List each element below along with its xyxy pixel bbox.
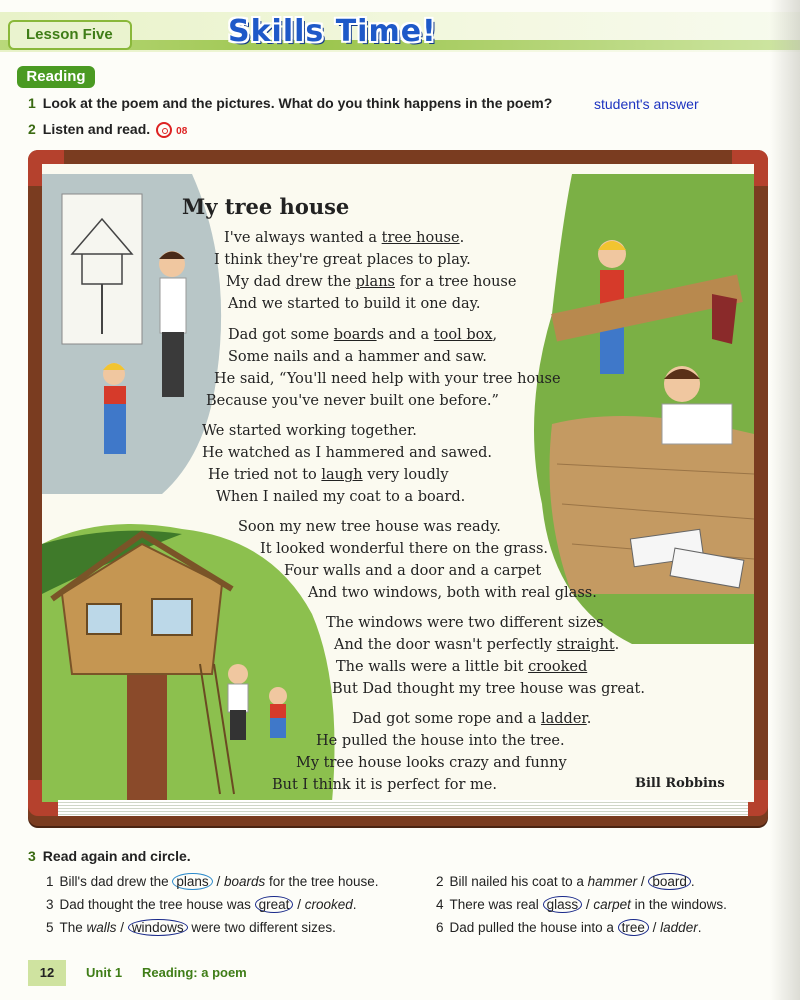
item-number: 5 bbox=[46, 920, 54, 935]
poem-text: I think they're great places to play. bbox=[214, 252, 471, 268]
answer-option-a[interactable]: tree bbox=[618, 919, 649, 936]
poem-vocab-word: plans bbox=[355, 274, 395, 290]
poem-text: . bbox=[459, 230, 465, 246]
exercise-3-heading bbox=[28, 848, 191, 864]
question-number: 2 bbox=[28, 121, 36, 137]
item-text: The bbox=[59, 920, 87, 935]
item-number: 6 bbox=[436, 920, 444, 935]
poem-line bbox=[214, 252, 471, 268]
item-number: 2 bbox=[436, 874, 444, 889]
answer-option-a[interactable]: plans bbox=[172, 873, 212, 890]
poem-vocab-word: tree house bbox=[381, 230, 460, 246]
item-text: were two different sizes. bbox=[187, 920, 336, 935]
poem-line bbox=[308, 585, 597, 601]
footer-section: Reading: a poem bbox=[142, 965, 247, 980]
answer-option-a[interactable]: walls bbox=[86, 920, 117, 935]
exercise-item bbox=[436, 874, 695, 889]
poem-vocab-word: laugh bbox=[321, 467, 363, 483]
lesson-label: Lesson Five bbox=[8, 20, 132, 50]
item-text: Dad thought the tree house was bbox=[59, 897, 255, 912]
item-text: . bbox=[690, 874, 695, 889]
exercise-number: 3 bbox=[28, 848, 36, 864]
poem-text: . bbox=[586, 711, 592, 727]
poem-text: It looked wonderful there on the grass. bbox=[260, 541, 548, 557]
poem-text: My dad drew the bbox=[226, 274, 356, 290]
poem-line bbox=[224, 230, 464, 246]
answer-option-b[interactable]: board bbox=[648, 873, 691, 890]
poem-text: Dad got some bbox=[228, 327, 334, 343]
poem-text: s and a bbox=[376, 327, 434, 343]
poem-text: He tried not to bbox=[208, 467, 322, 483]
page-number: 12 bbox=[28, 960, 66, 986]
poem-line bbox=[206, 393, 499, 409]
answer-option-b[interactable]: boards bbox=[223, 874, 266, 889]
item-text: Bill's dad drew the bbox=[59, 874, 173, 889]
poem-line bbox=[284, 563, 541, 579]
item-number: 4 bbox=[436, 897, 444, 912]
poem-text: Dad got some rope and a bbox=[352, 711, 541, 727]
poem-line bbox=[238, 519, 501, 535]
audio-track-number: 08 bbox=[176, 126, 188, 137]
item-number: 1 bbox=[46, 874, 54, 889]
item-text: Bill nailed his coat to a bbox=[449, 874, 588, 889]
item-text: There was real bbox=[449, 897, 543, 912]
exercise-item bbox=[436, 920, 701, 935]
poem-text: Soon my new tree house was ready. bbox=[238, 519, 501, 535]
book-page bbox=[42, 164, 754, 802]
item-text: . bbox=[352, 897, 357, 912]
poem-line bbox=[260, 541, 548, 557]
illustration-building-tree-house bbox=[512, 174, 754, 644]
poem-text: My tree house looks crazy and funny bbox=[296, 755, 567, 771]
poem-text: He pulled the house into the tree. bbox=[316, 733, 565, 749]
poem-text: Because you've never built one before.” bbox=[206, 393, 499, 409]
poem-line bbox=[272, 777, 497, 793]
poem-vocab-word: straight bbox=[556, 637, 615, 653]
poem-vocab-word: tool box bbox=[433, 327, 493, 343]
page-binding-shadow bbox=[770, 0, 800, 1000]
answer-option-a[interactable]: great bbox=[255, 896, 294, 913]
poem-line bbox=[202, 423, 417, 439]
answer-option-b[interactable]: crooked bbox=[304, 897, 353, 912]
poem-title: My tree house bbox=[182, 194, 350, 219]
poem-text: for a tree house bbox=[395, 274, 517, 290]
question-text: Listen and read. bbox=[42, 121, 151, 137]
poem-line bbox=[208, 467, 449, 483]
poem-line bbox=[336, 659, 587, 675]
poem-vocab-word: ladder bbox=[540, 711, 587, 727]
answer-option-a[interactable]: glass bbox=[543, 896, 583, 913]
question-number: 1 bbox=[28, 95, 36, 111]
answer-option-a[interactable]: hammer bbox=[587, 874, 638, 889]
poem-line bbox=[226, 274, 516, 290]
option-separator: / bbox=[648, 920, 661, 935]
question-text: Look at the poem and the pictures. What do you think happens in the poem? bbox=[42, 95, 553, 111]
poem-line bbox=[214, 371, 561, 387]
poem-line bbox=[332, 681, 645, 697]
poem-line bbox=[334, 637, 619, 653]
poem-text: And the door wasn't perfectly bbox=[334, 637, 557, 653]
poem-line bbox=[228, 349, 487, 365]
poem-text: I've always wanted a bbox=[224, 230, 382, 246]
exercise-item bbox=[436, 897, 727, 912]
poem-line bbox=[228, 327, 497, 343]
page-footer bbox=[28, 960, 247, 986]
item-text: . bbox=[697, 920, 702, 935]
question-2 bbox=[28, 121, 187, 138]
poem-author: Bill Robbins bbox=[635, 776, 725, 791]
student-answer: student's answer bbox=[594, 96, 699, 112]
book-page-edges bbox=[58, 800, 748, 816]
poem-line bbox=[326, 615, 604, 631]
poem-text: And two windows, both with real glass. bbox=[308, 585, 597, 601]
exercise-item bbox=[46, 897, 357, 912]
poem-vocab-word: board bbox=[333, 327, 377, 343]
exercise-item bbox=[46, 920, 336, 935]
poem-book bbox=[28, 150, 768, 826]
poem-text: . bbox=[614, 637, 620, 653]
poem-vocab-word: crooked bbox=[528, 659, 588, 675]
poem-line bbox=[296, 755, 567, 771]
poem-text: Some nails and a hammer and saw. bbox=[228, 349, 487, 365]
item-number: 3 bbox=[46, 897, 54, 912]
poem-text: But Dad thought my tree house was great. bbox=[332, 681, 645, 697]
question-1 bbox=[28, 95, 552, 111]
item-text: for the tree house. bbox=[265, 874, 379, 889]
option-separator: / bbox=[293, 897, 305, 912]
option-separator: / bbox=[637, 874, 649, 889]
poem-text: Four walls and a door and a carpet bbox=[284, 563, 542, 579]
answer-option-b[interactable]: carpet bbox=[593, 897, 631, 912]
poem-line bbox=[352, 711, 591, 727]
poem-text: He said, “You'll need help with your tree house bbox=[214, 371, 561, 387]
poem-line bbox=[216, 489, 465, 505]
section-badge: Reading bbox=[17, 66, 95, 88]
option-separator: / bbox=[582, 897, 594, 912]
item-text: in the windows. bbox=[630, 897, 727, 912]
poem-text: And we started to build it one day. bbox=[228, 296, 481, 312]
poem-text: The windows were two different sizes bbox=[326, 615, 604, 631]
poem-text: We started working together. bbox=[202, 423, 417, 439]
option-separator: / bbox=[212, 874, 224, 889]
poem-text: The walls were a little bit bbox=[336, 659, 529, 675]
option-separator: / bbox=[116, 920, 128, 935]
poem-text: But I think it is perfect for me. bbox=[272, 777, 497, 793]
poem-text: , bbox=[492, 327, 498, 343]
poem-text: When I nailed my coat to a board. bbox=[216, 489, 466, 505]
audio-cd-icon[interactable] bbox=[156, 122, 172, 138]
answer-option-b[interactable]: windows bbox=[128, 919, 188, 936]
poem-text: very loudly bbox=[362, 467, 449, 483]
poem-text: He watched as I hammered and sawed. bbox=[202, 445, 492, 461]
exercise-item bbox=[46, 874, 379, 889]
footer-unit: Unit 1 bbox=[86, 965, 123, 980]
exercise-heading: Read again and circle. bbox=[42, 848, 191, 864]
item-text: Dad pulled the house into a bbox=[449, 920, 618, 935]
poem-line bbox=[316, 733, 565, 749]
poem-line bbox=[228, 296, 481, 312]
page-title: Skills Time! bbox=[228, 14, 437, 49]
answer-option-b[interactable]: ladder bbox=[660, 920, 698, 935]
poem-line bbox=[202, 445, 492, 461]
